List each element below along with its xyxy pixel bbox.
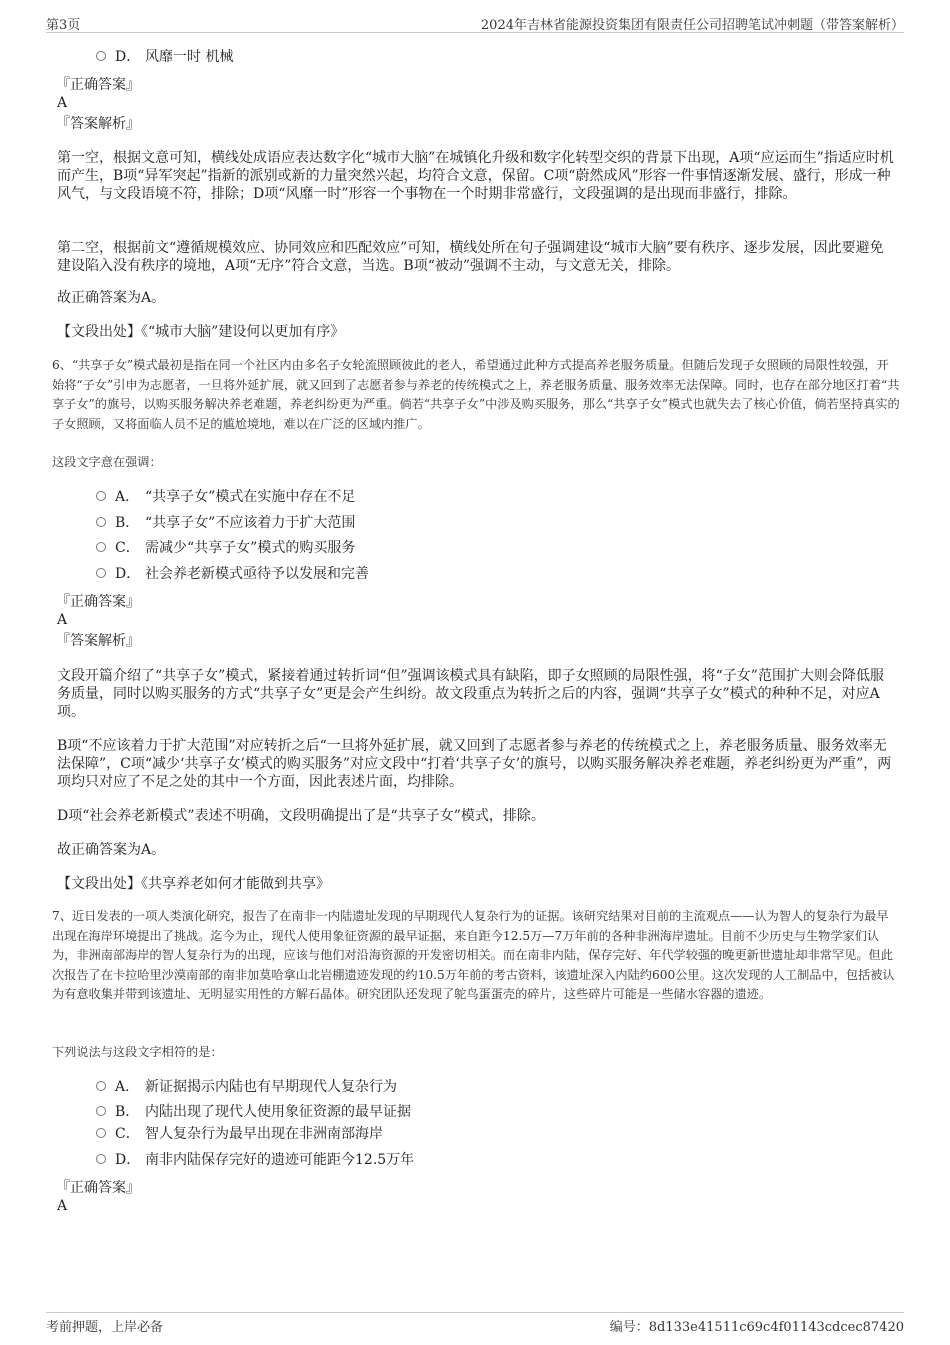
q7-option-a[interactable]: A． 新证据揭示内陆也有早期现代人复杂行为 [96, 1077, 397, 1097]
radio-icon[interactable] [96, 1081, 106, 1091]
q6-conclusion: 故正确答案为A。 [57, 842, 166, 858]
radio-icon[interactable] [96, 1154, 106, 1164]
page-footer [46, 1312, 904, 1335]
page-number: 第3页 [46, 18, 81, 33]
document-title: 2024年吉林省能源投资集团有限责任公司招聘笔试冲刺题（带答案解析） [480, 18, 904, 33]
q5-answer-label: 『正确答案』 [56, 77, 140, 93]
q6-source: 【文段出处】《共享养老如何才能做到共享》 [57, 876, 330, 892]
q7-answer: A [57, 1198, 68, 1214]
q6-option-a[interactable]: A． “共享子女”模式在实施中存在不足 [96, 487, 355, 507]
q5-source: 【文段出处】《“城市大脑”建设何以更加有序》 [57, 324, 345, 340]
page-header [46, 14, 904, 33]
q5-analysis-paragraph: 第二空，根据前文“遵循规模效应、协同效应和匹配效应”可知，横线处所在句子强调建设“城市大脑”要有秩序、逐步发展，因此要避免建设陷入没有秩序的境地，A项“无序”符合文意，当选。B项“被动”强调不主动，与文意无关，排除。 [57, 240, 884, 274]
q6-analysis-paragraph: 文段开篇介绍了“共享子女”模式，紧接着通过转折词“但”强调该模式具有缺陷，即子女照顾的局限性强，将“子女”范围扩大则会降低服务质量，同时以购买服务的方式“共享子女”更是会产生纠纷。故文段重点为转折之后的内容，强调“共享子女”模式的种种不足，对应A项。 [57, 668, 884, 720]
q7-question: 7、近日发表的一项人类演化研究，报告了在南非一内陆遗址发现的早期现代人复杂行为的证据。该研究结果对目前的主流观点——认为智人的复杂行为最早出现在海岸环境提出了挑战。迄今为止，现代人使用象征资源的最早证据，来自距今12.5万—7万年前的各种非洲海岸遗址。目前不少历史与生物学家们认为，非洲南部海岸的智人复杂行为的出现，应该与他们对沿海资源的开发密切相关。而在南非内陆，保存完好、年代学较强的晚更新世遗址却非常罕见。但此次报告了在卡拉哈里沙漠南部的南非加莫哈拿山北岩棚遗迹发现的约10.5万年前的考古资料，该遗址深入内陆约600公里。这次发现的人工制品中，包括被认为有意收集并带到该遗址、无明显实用性的方解石晶体。研究团队还发现了鸵鸟蛋蛋壳的碎片，这些碎片可能是一些储水容器的遗迹。 [52, 909, 895, 1001]
q7-option-b[interactable]: B． 内陆出现了现代人使用象征资源的最早证据 [96, 1102, 411, 1122]
q6-prompt: 这段文字意在强调： [52, 455, 162, 469]
radio-icon[interactable] [96, 517, 106, 527]
q6-question: 6、“共享子女”模式最初是指在同一个社区内由多名子女轮流照顾彼此的老人，希望通过此种方式提高养老服务质量。但随后发现子女照顾的局限性较强，开始将“子女”引申为志愿者，一旦将外延扩展，就又回到了志愿者参与养老的传统模式之上，养老服务质量、服务效率无法保障。同时，也存在部分地区打着“共享子女”的旗号，以购买服务解决养老难题，养老纠纷更为严重。倘若“共享子女”中涉及购买服务，那么“共享子女”模式也就失去了核心价值，倘若坚持真实的子女照顾，又将面临人员不足的尴尬境地，难以在广泛的区域内推广。 [52, 358, 900, 431]
q6-analysis-paragraph: B项“不应该着力于扩大范围”对应转折之后“一旦将外延扩展，就又回到了志愿者参与养老的传统模式之上，养老服务质量、服务效率无法保障”，C项“减少‘共享子女’模式的购买服务”对应文段中“打着‘共享子女’的旗号，以购买服务解决养老难题，养老纠纷更为严重”，两项均只对应了不足之处的其中一个方面，因此表述片面，均排除。 [57, 738, 892, 790]
q6-answer: A [57, 612, 68, 628]
radio-icon[interactable] [96, 491, 106, 501]
q6-analysis-label: 『答案解析』 [56, 633, 140, 649]
q7-answer-label: 『正确答案』 [56, 1180, 140, 1196]
q5-conclusion: 故正确答案为A。 [57, 290, 166, 306]
q6-answer-label: 『正确答案』 [56, 594, 140, 610]
radio-icon[interactable] [96, 542, 106, 552]
q7-option-d[interactable]: D． 南非内陆保存完好的遗迹可能距今12.5万年 [96, 1150, 414, 1170]
radio-icon[interactable] [96, 1106, 106, 1116]
q5-answer: A [57, 95, 68, 111]
q6-option-b[interactable]: B． “共享子女”不应该着力于扩大范围 [96, 513, 355, 533]
radio-icon[interactable] [96, 1128, 106, 1138]
q6-option-d[interactable]: D． 社会养老新模式亟待予以发展和完善 [96, 564, 369, 584]
radio-icon[interactable] [96, 51, 106, 61]
q6-analysis-paragraph: D项“社会养老新模式”表述不明确，文段明确提出了是“共享子女”模式，排除。 [57, 808, 545, 824]
q5-analysis-label: 『答案解析』 [56, 116, 140, 132]
footer-slogan: 考前押题，上岸必备 [46, 1320, 164, 1335]
q5-analysis-paragraph: 第一空，根据文意可知，横线处成语应表达数字化“城市大脑”在城镇化升级和数字化转型交织的背景下出现，A项“应运而生”指适应时机而产生，B项“异军突起”指新的派别或新的力量突然兴起，均符合文意，保留。C项“蔚然成风”形容一件事情逐渐发展、盛行，形成一种风气，与文段语境不符，排除；D项“风靡一时”形容一个事物在一个时期非常盛行，文段强调的是出现而非盛行，排除。 [57, 150, 894, 202]
q5-option-d[interactable]: D． 风靡一时 机械 [96, 47, 233, 67]
radio-icon[interactable] [96, 568, 106, 578]
q7-prompt: 下列说法与这段文字相符的是： [52, 1045, 223, 1059]
q6-option-c[interactable]: C． 需减少“共享子女”模式的购买服务 [96, 538, 355, 558]
document-id: 编号：8d133e41511c69c4f01143cdcec87420 [609, 1320, 904, 1335]
q7-option-c[interactable]: C． 智人复杂行为最早出现在非洲南部海岸 [96, 1124, 383, 1144]
